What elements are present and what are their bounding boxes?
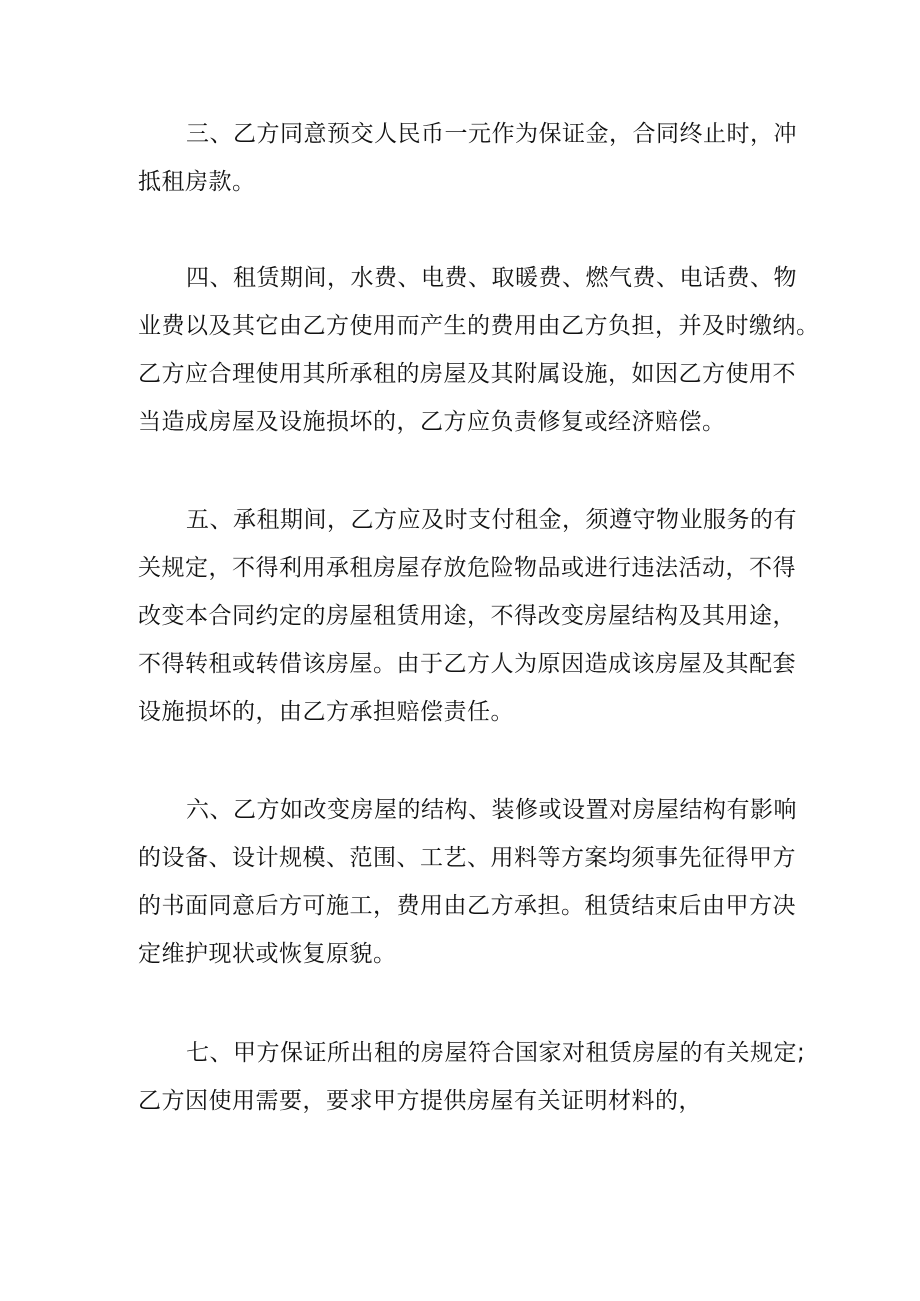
- paragraph-line: 抵租房款。: [138, 169, 256, 195]
- clause-6-paragraph: [138, 786, 798, 978]
- paragraph-line: 当造成房屋及设施损坏的，乙方应负责修复或经济赔偿。: [138, 409, 726, 435]
- paragraph-line: 关规定，不得利用承租房屋存放危险物品或进行违法活动，不得: [138, 555, 796, 581]
- paragraph-line: 改变本合同约定的房屋租赁用途，不得改变房屋结构及其用途，: [138, 603, 796, 629]
- paragraph-line: 业费以及其它由乙方使用而产生的费用由乙方负担，并及时缴纳。: [138, 313, 820, 339]
- paragraph-line: 定维护现状或恢复原貌。: [138, 941, 397, 967]
- paragraph-line: 五、承租期间，乙方应及时支付租金，须遵守物业服务的有: [186, 507, 797, 533]
- paragraph-line: 不得转租或转借该房屋。由于乙方人为原因造成该房屋及其配套: [138, 651, 796, 677]
- clause-7-paragraph: [138, 1029, 806, 1125]
- paragraph-line: 的书面同意后方可施工，费用由乙方承担。租赁结束后由甲方决: [138, 893, 796, 919]
- clause-3-paragraph: [138, 110, 798, 206]
- paragraph-line: 乙方应合理使用其所承租的房屋及其附属设施，如因乙方使用不: [138, 361, 796, 387]
- clause-5-paragraph: [138, 496, 798, 736]
- paragraph-line: 七、甲方保证所出租的房屋符合国家对租赁房屋的有关规定;: [186, 1040, 806, 1066]
- paragraph-line: 四、租赁期间，水费、电费、取暖费、燃气费、电话费、物: [186, 265, 797, 291]
- paragraph-line: 设施损坏的，由乙方承担赔偿责任。: [138, 699, 514, 725]
- paragraph-line: 三、乙方同意预交人民币一元作为保证金，合同终止时，冲: [186, 121, 797, 147]
- paragraph-line: 六、乙方如改变房屋的结构、装修或设置对房屋结构有影响: [186, 797, 797, 823]
- clause-4-paragraph: [138, 254, 820, 446]
- paragraph-line: 的设备、设计规模、范围、工艺、用料等方案均须事先征得甲方: [138, 845, 796, 871]
- paragraph-line: 乙方因使用需要，要求甲方提供房屋有关证明材料的，: [138, 1088, 702, 1114]
